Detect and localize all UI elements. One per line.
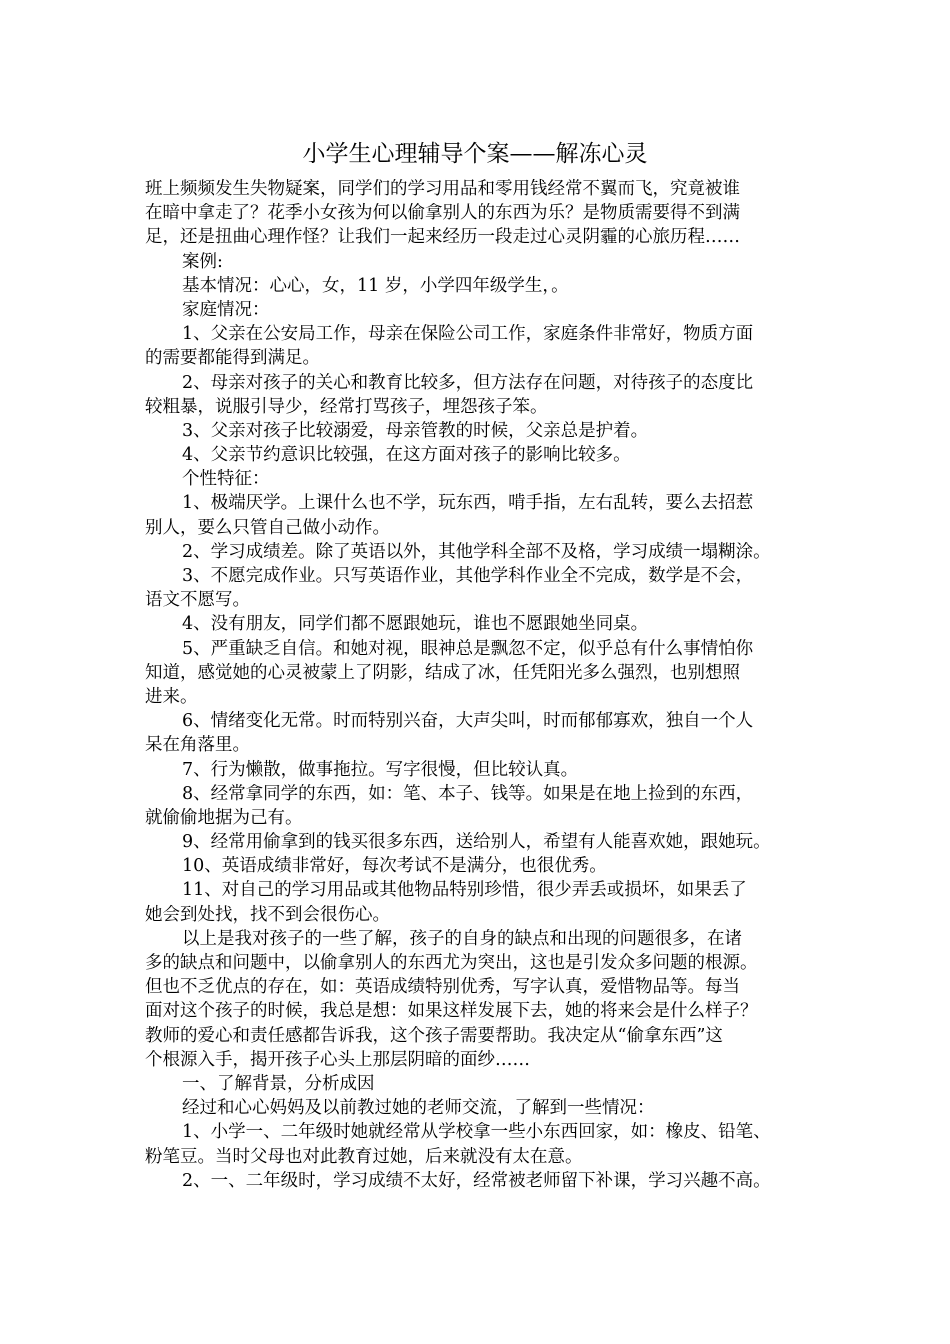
text-line: 4、没有朋友，同学们都不愿跟她玩，谁也不愿跟她坐同桌。 xyxy=(182,614,649,635)
text-line: 多的缺点和问题中，以偷拿别人的东西尤为突出，这也是引发众多问题的根源。 xyxy=(145,953,758,973)
text-line: 9、经常用偷拿到的钱买很多东西，送给别人，希望有人能喜欢她，跟她玩。 xyxy=(182,832,771,853)
text-line: 2、一、二年级时，学习成绩不太好，经常被老师留下补课，学习兴趣不高。 xyxy=(182,1170,771,1191)
text-line: 2、学习成绩差。除了英语以外，其他学科全部不及格，学习成绩一塌糊涂。 xyxy=(182,541,771,562)
text-line: 进来。 xyxy=(145,686,198,707)
text-line: 8、经常拿同学的东西，如：笔、本子、钱等。如果是在地上捡到的东西， xyxy=(182,783,754,804)
text-line: 粉笔豆。当时父母也对此教育过她，后来就没有太在意。 xyxy=(145,1146,583,1167)
text-line: 5、严重缺乏自信。和她对视，眼神总是飘忽不定，似乎总有什么事情怕你 xyxy=(182,638,754,659)
document-title: 小学生心理辅导个案——解冻心灵 xyxy=(302,141,648,167)
text-line: 教师的爱心和责任感都告诉我，这个孩子需要帮助。我决定从“偷拿东西”这 xyxy=(145,1025,723,1046)
text-line: 呆在角落里。 xyxy=(145,735,250,756)
text-line: 以上是我对孩子的一些了解，孩子的自身的缺点和出现的问题很多，在诸 xyxy=(182,928,742,949)
text-line: 6、情绪变化无常。时而特别兴奋，大声尖叫，时而郁郁寡欢，独自一个人 xyxy=(182,711,754,732)
text-line: 10、英语成绩非常好，每次考试不是满分，也很优秀。 xyxy=(182,856,607,877)
text-line: 2、母亲对孩子的关心和教育比较多，但方法存在问题，对待孩子的态度比 xyxy=(182,372,754,393)
text-line: 1、极端厌学。上课什么也不学，玩东西，啃手指，左右乱转，要么去招惹 xyxy=(182,493,754,514)
text-line: 经过和心心妈妈及以前教过她的老师交流，了解到一些情况： xyxy=(182,1098,655,1119)
text-line: 1、父亲在公安局工作，母亲在保险公司工作，家庭条件非常好，物质方面 xyxy=(182,324,754,345)
text-line: 3、父亲对孩子比较溺爱，母亲管教的时候，父亲总是护着。 xyxy=(182,420,649,441)
text-line: 语文不愿写。 xyxy=(145,590,250,611)
text-line: 足，还是扭曲心理作怪？让我们一起来经历一段走过心灵阴霾的心旅历程…… xyxy=(145,227,740,248)
text-line: 案例: xyxy=(182,251,223,272)
document-body xyxy=(145,177,815,1193)
text-line: 较粗暴，说服引导少，经常打骂孩子，埋怨孩子笨。 xyxy=(145,396,548,417)
text-line: 的需要都能得到满足。 xyxy=(145,348,320,369)
text-line: 就偷偷地据为己有。 xyxy=(145,807,303,828)
text-line: 基本情况：心心，女，11 岁，小学四年级学生，。 xyxy=(182,275,569,296)
text-line: 个根源入手，揭开孩子心头上那层阴暗的面纱…… xyxy=(145,1049,530,1070)
text-line: 4、父亲节约意识比较强，在这方面对孩子的影响比较多。 xyxy=(182,445,631,466)
text-line: 3、不愿完成作业。只写英语作业，其他学科作业全不完成，数学是不会， xyxy=(182,566,754,586)
text-line: 别人，要么只管自己做小动作。 xyxy=(145,517,390,538)
text-line: 一、了解背景，分析成因 xyxy=(182,1073,375,1094)
text-line: 11、对自己的学习用品或其他物品特别珍惜，很少弄丢或损坏，如果丢了 xyxy=(182,880,747,901)
text-line: 1、小学一、二年级时她就经常从学校拿一些小东西回家，如：橡皮、铅笔、 xyxy=(182,1122,771,1143)
text-line: 在暗中拿走了？花季小女孩为何以偷拿别人的东西为乐？是物质需要得不到满 xyxy=(145,203,740,224)
text-line: 个性特征： xyxy=(182,469,270,490)
text-line: 她会到处找，找不到会很伤心。 xyxy=(145,904,390,925)
text-line: 7、行为懒散，做事拖拉。写字很慢，但比较认真。 xyxy=(182,759,579,780)
text-line: 班上频频发生失物疑案，同学们的学习用品和零用钱经常不翼而飞，究竟被谁 xyxy=(145,179,740,199)
text-line: 家庭情况： xyxy=(182,299,270,320)
text-line: 知道，感觉她的心灵被蒙上了阴影，结成了冰，任凭阳光多么强烈，也别想照 xyxy=(145,662,740,683)
text-line: 面对这个孩子的时候，我总是想：如果这样发展下去，她的将来会是什么样子？ xyxy=(145,1001,758,1022)
text-line: 但也不乏优点的存在，如：英语成绩特别优秀，写字认真，爱惜物品等。每当 xyxy=(145,977,740,998)
